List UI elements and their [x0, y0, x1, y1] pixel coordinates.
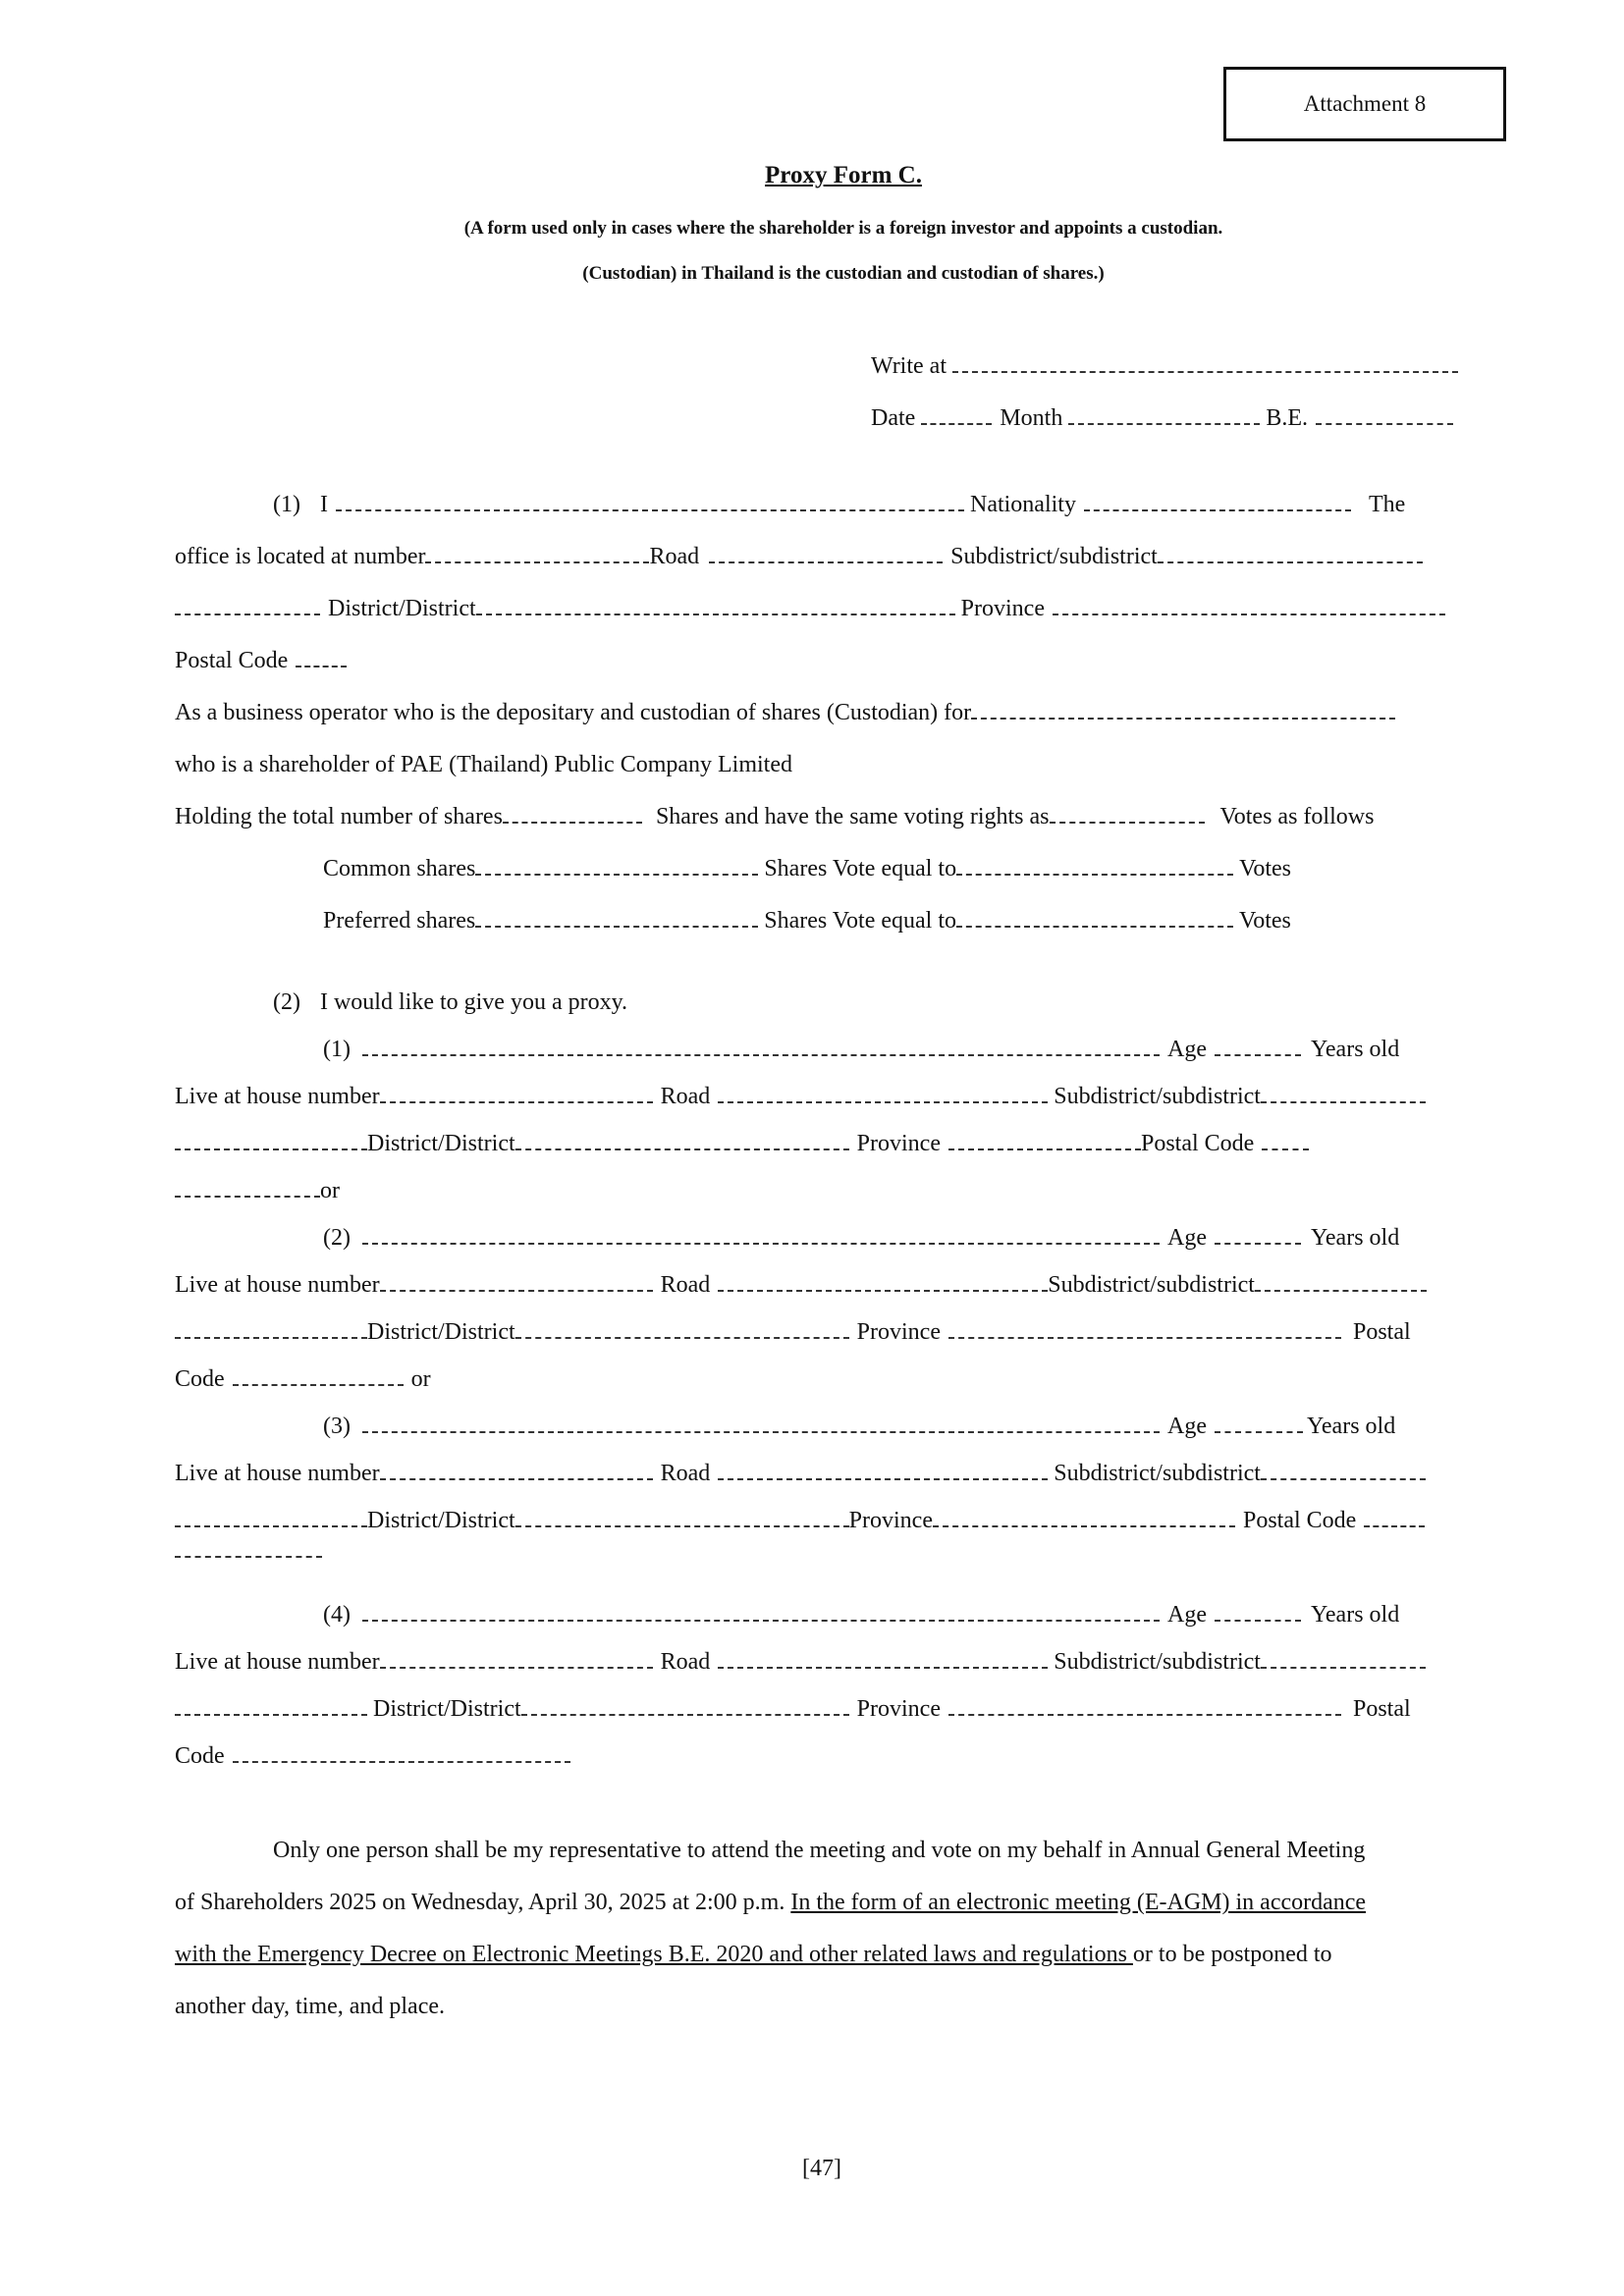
- proxy2-road-field[interactable]: [718, 1289, 1048, 1292]
- closing-line1: Only one person shall be my representative to attend the meeting and vote on my behalf in Annual General Meeting: [273, 1838, 1366, 1863]
- proxy2-number: (2): [323, 1225, 351, 1251]
- proxy1-house-field[interactable]: [380, 1100, 653, 1103]
- closing-line2: [175, 1890, 1366, 1916]
- proxy1-age-field[interactable]: [1215, 1053, 1301, 1056]
- proxy2-age-field[interactable]: [1215, 1242, 1301, 1245]
- proxy4-subdistrict-field[interactable]: [1261, 1666, 1426, 1669]
- proxy3-live-label: Live at house number: [175, 1461, 380, 1486]
- office-postal-field[interactable]: [296, 665, 347, 667]
- date-row: [871, 405, 1453, 432]
- proxy4-subdistrict-cont-field[interactable]: [175, 1713, 367, 1716]
- preferred-vote-label: Shares Vote equal to: [764, 908, 956, 934]
- month-field[interactable]: [1068, 422, 1260, 425]
- proxy3-subdistrict-field[interactable]: [1261, 1477, 1426, 1480]
- closing-line2-underlined: In the form of an electronic meeting (E-AGM) in accordance: [790, 1890, 1367, 1915]
- proxy1-road-field[interactable]: [718, 1100, 1048, 1103]
- proxy1-or-label: or: [320, 1178, 340, 1203]
- closing-line4: another day, time, and place.: [175, 1994, 445, 2019]
- section1-row1: [273, 492, 1405, 518]
- proxy1-province-field[interactable]: [948, 1148, 1141, 1150]
- proxy2-subdistrict-cont-field[interactable]: [175, 1336, 367, 1339]
- holding-label: Holding the total number of shares: [175, 804, 503, 829]
- preferred-shares-label: Preferred shares: [323, 908, 476, 934]
- proxy1-postal-field[interactable]: [1262, 1148, 1309, 1150]
- proxy3-province-field[interactable]: [933, 1524, 1235, 1527]
- proxy3-row1: [323, 1414, 1395, 1440]
- proxy3-road-field[interactable]: [718, 1477, 1048, 1480]
- proxy1-row3: [175, 1131, 1309, 1157]
- proxy1-row4: [175, 1178, 340, 1204]
- postal-code-label: Postal Code: [175, 648, 289, 673]
- proxy3-row4: [175, 1555, 322, 1558]
- proxy3-postal-field[interactable]: [1364, 1524, 1425, 1527]
- section1-row7: [175, 804, 1374, 830]
- proxy1-years-label: Years old: [1310, 1037, 1400, 1062]
- proxy2-row1: [323, 1225, 1399, 1252]
- proxy2-province-field[interactable]: [948, 1336, 1341, 1339]
- nationality-field[interactable]: [1084, 508, 1351, 511]
- office-number-field[interactable]: [425, 561, 649, 563]
- section2-intro: I would like to give you a proxy.: [319, 989, 628, 1015]
- proxy4-province-label: Province: [856, 1696, 941, 1722]
- office-district-field[interactable]: [476, 613, 955, 615]
- preferred-shares-row: [323, 908, 1291, 934]
- common-shares-field[interactable]: [475, 873, 758, 876]
- section2-number: (2): [273, 989, 300, 1015]
- subdistrict-label: Subdistrict/subdistrict: [950, 544, 1158, 569]
- proxy2-row4: [175, 1366, 431, 1393]
- proxy3-years-label: Years old: [1306, 1414, 1396, 1439]
- proxy2-row2: [175, 1272, 1427, 1299]
- proxy2-age-label: Age: [1166, 1225, 1207, 1251]
- common-shares-row: [323, 856, 1291, 882]
- proxy2-postal-label: Postal: [1352, 1319, 1411, 1345]
- attachment-box: [1223, 67, 1506, 141]
- preferred-votes-field[interactable]: [956, 925, 1233, 928]
- proxy1-postal-cont-field[interactable]: [175, 1195, 320, 1198]
- custodian-name-field[interactable]: [336, 508, 964, 511]
- proxy4-row2: [175, 1649, 1426, 1676]
- proxy4-row4: [175, 1743, 570, 1770]
- closing-line3-underlined: with the Emergency Decree on Electronic Meetings B.E. 2020 and other related laws and regulations: [175, 1942, 1133, 1967]
- form-title: Proxy Form C.: [765, 162, 922, 188]
- same-rights-label: Shares and have the same voting rights as: [655, 804, 1050, 829]
- proxy4-name-field[interactable]: [362, 1619, 1160, 1622]
- proxy3-district-field[interactable]: [515, 1524, 849, 1527]
- date-label: Date: [871, 405, 916, 431]
- write-at-label: Write at: [871, 353, 947, 379]
- office-at-label: office is located at number: [175, 544, 426, 569]
- proxy4-code-label: Code: [175, 1743, 225, 1769]
- shareholder-line: who is a shareholder of PAE (Thailand) Public Company Limited: [175, 752, 793, 777]
- proxy4-number: (4): [323, 1602, 351, 1628]
- proxy1-road-label: Road: [660, 1084, 711, 1109]
- office-road-field[interactable]: [709, 561, 943, 563]
- proxy2-name-field[interactable]: [362, 1242, 1160, 1245]
- proxy4-road-label: Road: [660, 1649, 711, 1675]
- proxy1-name-field[interactable]: [362, 1053, 1160, 1056]
- proxy4-age-label: Age: [1166, 1602, 1207, 1628]
- proxy3-province-label: Province: [848, 1508, 933, 1533]
- page-number: [47]: [802, 2156, 841, 2181]
- proxy2-row3: [175, 1319, 1411, 1346]
- nationality-label: Nationality: [969, 492, 1076, 517]
- section1-row2: [175, 544, 1423, 570]
- proxy2-province-label: Province: [856, 1319, 941, 1345]
- proxy3-row2: [175, 1461, 1426, 1487]
- proxy3-number: (3): [323, 1414, 351, 1439]
- total-votes-field[interactable]: [1050, 821, 1205, 824]
- proxy3-road-label: Road: [660, 1461, 711, 1486]
- proxy2-subdistrict-label: Subdistrict/subdistrict: [1048, 1272, 1255, 1298]
- proxy4-years-label: Years old: [1310, 1602, 1400, 1628]
- section1-row5: [175, 700, 1395, 726]
- common-votes-label: Votes: [1239, 856, 1291, 881]
- custodian-for-field[interactable]: [971, 717, 1395, 720]
- proxy4-row3: [175, 1696, 1411, 1723]
- proxy4-house-field[interactable]: [380, 1666, 653, 1669]
- province-label: Province: [960, 596, 1045, 621]
- proxy4-live-label: Live at house number: [175, 1649, 380, 1675]
- preferred-votes-label: Votes: [1239, 908, 1291, 934]
- proxy2-years-label: Years old: [1310, 1225, 1400, 1251]
- date-field[interactable]: [921, 422, 992, 425]
- proxy4-age-field[interactable]: [1215, 1619, 1301, 1622]
- custodian-line-label: As a business operator who is the depositary and custodian of shares (Custodian) for: [175, 700, 972, 725]
- year-field[interactable]: [1316, 422, 1453, 425]
- total-shares-field[interactable]: [503, 821, 642, 824]
- proxy3-subdistrict-cont-field[interactable]: [175, 1524, 367, 1527]
- proxy3-age-field[interactable]: [1215, 1430, 1303, 1433]
- proxy1-subdistrict-field[interactable]: [1261, 1100, 1426, 1103]
- proxy1-district-field[interactable]: [515, 1148, 849, 1150]
- proxy4-subdistrict-label: Subdistrict/subdistrict: [1054, 1649, 1261, 1675]
- proxy2-code-label: Code: [175, 1366, 225, 1392]
- proxy3-row3: [175, 1508, 1425, 1534]
- office-subdistrict-cont-field[interactable]: [175, 613, 320, 615]
- proxy2-or-label: or: [410, 1366, 431, 1392]
- proxy4-row1: [323, 1602, 1399, 1629]
- proxy1-postal-label: Postal Code: [1140, 1131, 1255, 1156]
- common-votes-field[interactable]: [956, 873, 1233, 876]
- road-label: Road: [649, 544, 700, 569]
- i-label: I: [319, 492, 328, 517]
- office-subdistrict-field[interactable]: [1158, 561, 1423, 563]
- section1-row3: [175, 596, 1445, 622]
- district-label: District/District: [328, 596, 476, 621]
- proxy4-postal-label: Postal: [1352, 1696, 1411, 1722]
- votes-follows-label: Votes as follows: [1219, 804, 1375, 829]
- proxy4-postal-field[interactable]: [233, 1760, 570, 1763]
- proxy1-row1: [323, 1037, 1399, 1063]
- month-label: Month: [1000, 405, 1063, 431]
- office-province-field[interactable]: [1053, 613, 1445, 615]
- the-label: The: [1368, 492, 1406, 517]
- proxy3-subdistrict-label: Subdistrict/subdistrict: [1054, 1461, 1261, 1486]
- proxy4-province-field[interactable]: [948, 1713, 1341, 1716]
- common-vote-label: Shares Vote equal to: [764, 856, 957, 881]
- proxy3-district-label: District/District: [367, 1508, 515, 1533]
- proxy1-subdistrict-cont-field[interactable]: [175, 1148, 367, 1150]
- proxy4-road-field[interactable]: [718, 1666, 1048, 1669]
- preferred-shares-field[interactable]: [475, 925, 758, 928]
- form-subtitle-1: (A form used only in cases where the shareholder is a foreign investor and appoints a custodian.: [463, 218, 1223, 239]
- proxy2-district-label: District/District: [367, 1319, 515, 1345]
- proxy3-name-field[interactable]: [362, 1430, 1160, 1433]
- proxy2-road-label: Road: [660, 1272, 711, 1298]
- closing-line3: [175, 1942, 1332, 1968]
- proxy1-number: (1): [323, 1037, 351, 1062]
- closing-line2-plain: of Shareholders 2025 on Wednesday, April 30, 2025 at 2:00 p.m.: [175, 1890, 791, 1915]
- section1-number: (1): [273, 492, 300, 517]
- proxy2-subdistrict-field[interactable]: [1255, 1289, 1427, 1292]
- section1-row6: [175, 752, 792, 778]
- write-at-row: [871, 353, 1458, 380]
- proxy2-postal-field[interactable]: [233, 1383, 404, 1386]
- attachment-label: Attachment 8: [1303, 91, 1427, 116]
- proxy2-live-label: Live at house number: [175, 1272, 380, 1298]
- write-at-field[interactable]: [952, 370, 1458, 373]
- proxy3-house-field[interactable]: [380, 1477, 653, 1480]
- proxy2-house-field[interactable]: [380, 1289, 653, 1292]
- section1-row4: [175, 648, 347, 674]
- proxy2-district-field[interactable]: [515, 1336, 849, 1339]
- form-subtitle-2: (Custodian) in Thailand is the custodian and custodian of shares.): [582, 263, 1105, 284]
- be-label: B.E.: [1266, 405, 1308, 431]
- proxy3-age-label: Age: [1166, 1414, 1207, 1439]
- proxy4-district-label: District/District: [373, 1696, 521, 1722]
- proxy1-live-label: Live at house number: [175, 1084, 380, 1109]
- proxy3-postal-cont-field[interactable]: [175, 1555, 322, 1558]
- proxy1-subdistrict-label: Subdistrict/subdistrict: [1054, 1084, 1261, 1109]
- proxy4-district-field[interactable]: [521, 1713, 849, 1716]
- proxy3-postal-label: Postal Code: [1242, 1508, 1357, 1533]
- section2-intro-row: [273, 989, 627, 1016]
- proxy1-row2: [175, 1084, 1426, 1110]
- proxy1-district-label: District/District: [367, 1131, 515, 1156]
- proxy1-province-label: Province: [856, 1131, 941, 1156]
- closing-line3-plain: or to be postponed to: [1132, 1942, 1332, 1967]
- proxy1-age-label: Age: [1166, 1037, 1207, 1062]
- common-shares-label: Common shares: [323, 856, 476, 881]
